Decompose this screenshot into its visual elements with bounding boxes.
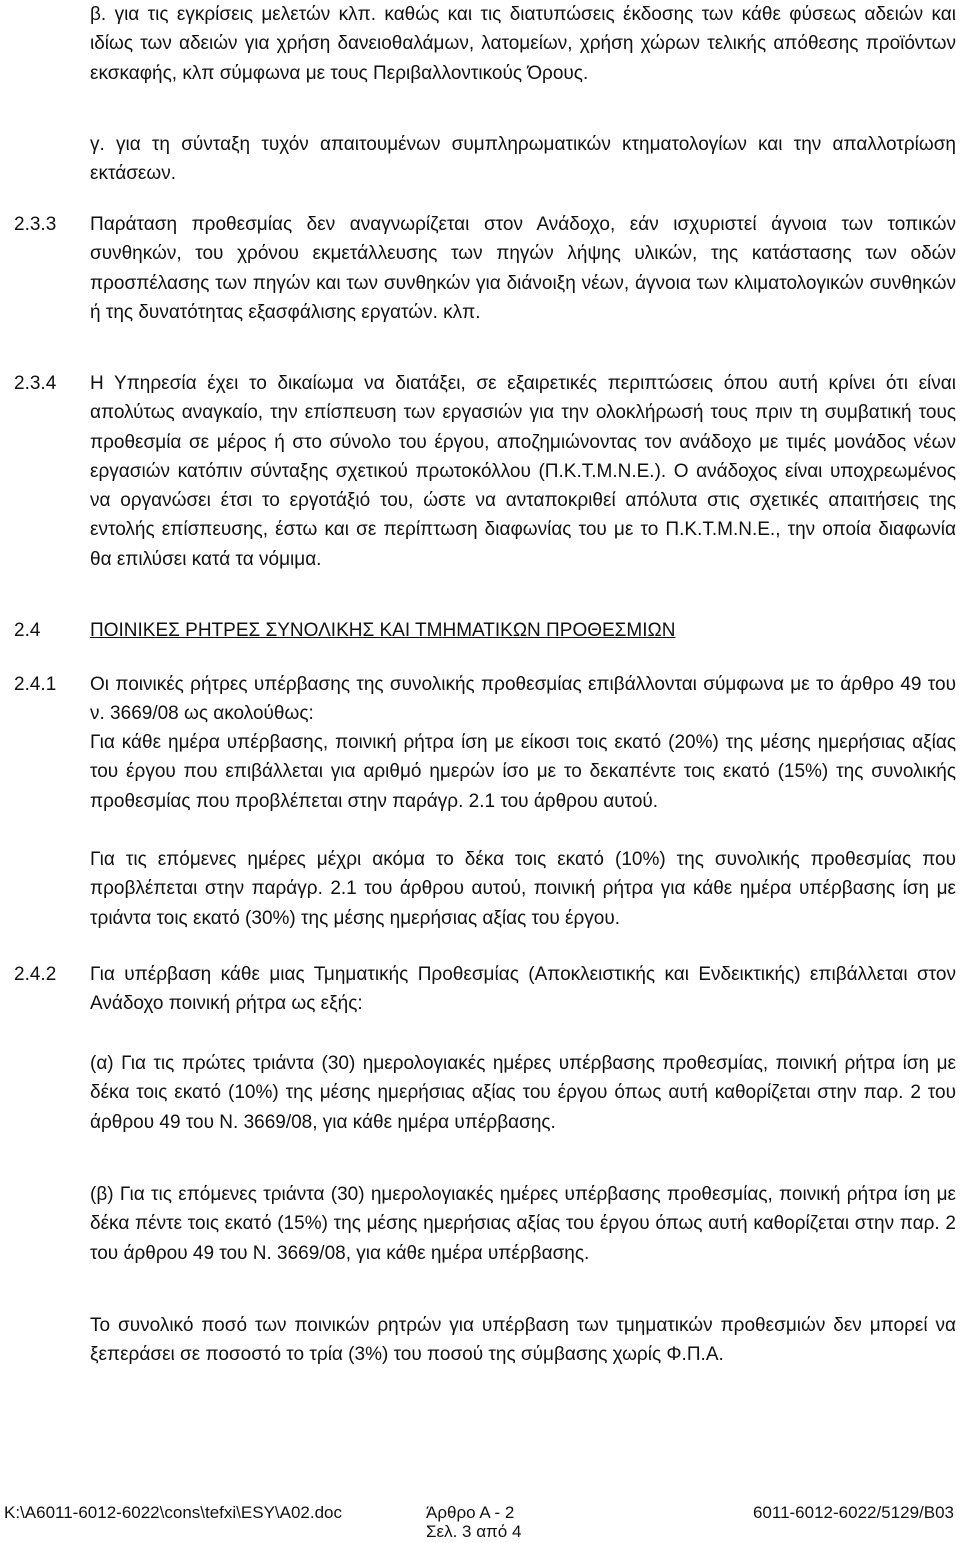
- total-penalty-note: Το συνολικό ποσό των ποινικών ρητρών για υπέρβαση των τμηματικών προθεσμιών δεν μπορεί να ξεπεράσει σε ποσοστό το τρία (3%) του ποσού της σύμβασης χωρίς Φ.Π.Α.: [90, 1315, 956, 1366]
- item-beta-text: β. για τις εγκρίσεις μελετών κλπ. καθώς και τις διατυπώσεις έκδοσης των κάθε φύσεως αδειών και ιδίως των αδειών για χρήση δανειοθαλάμων, λατομείων, χρήση χώρων τελικής απόθεσης προϊόντων εκσκαφής, κλπ σύμφωνα με τους Περιβαλλοντικούς Όρους.: [90, 4, 956, 84]
- footer-article: Άρθρο Α - 2: [426, 1503, 515, 1522]
- item-beta: [90, 0, 956, 88]
- penalty-item-b: (β) Για τις επόμενες τριάντα (30) ημερολογιακές ημέρες υπέρβασης προθεσμίας, ποινική ρήτρα ίση με δέκα πέντε τοις εκατό (15%) της μέσης ημερήσιας αξίας του έργου όπως αυτή καθορίζεται στην παρ. 2 του άρθρου 49 του Ν. 3669/08, για κάθε ημέρα υπέρβασης.: [90, 1184, 956, 1264]
- item-gamma: [90, 130, 956, 189]
- section-2-4-1-para-3: Για τις επόμενες ημέρες μέχρι ακόμα το δέκα τοις εκατό (10%) της συνολικής προθεσμίας που προβλέπεται στην παράγρ. 2.1 του άρθρου αυτού, ποινική ρήτρα για κάθε ημέρα υπέρβασης ίση με τριάντα τοις εκατό (30%) της μέσης ημερήσιας αξίας του έργου.: [90, 849, 956, 929]
- section-number: 2.4.1: [14, 674, 57, 695]
- footer-page-number: Σελ. 3 από 4: [426, 1522, 522, 1541]
- section-number: 2.3.3: [14, 214, 57, 235]
- section-number: 2.4.2: [14, 964, 57, 985]
- item-gamma-text: γ. για τη σύνταξη τυχόν απαιτουμένων συμπληρωματικών κτηματολογίων και την απαλλοτρίωση εκτάσεων.: [90, 134, 956, 185]
- section-heading: ΠΟΙΝΙΚΕΣ ΡΗΤΡΕΣ ΣΥΝΟΛΙΚΗΣ ΚΑΙ ΤΜΗΜΑΤΙΚΩΝ ΠΡΟΘΕΣΜΙΩΝ: [90, 620, 676, 641]
- section-number: 2.3.4: [14, 373, 57, 394]
- section-2-3-4-body: Η Υπηρεσία έχει το δικαίωμα να διατάξει, σε εξαιρετικές περιπτώσεις όπου αυτή κρίνει ότι είναι απολύτως αναγκαίο, την επίσπευση των εργασιών για την ολοκλήρωσή τους πριν τη συμβατική τους προθεσμία σε μέρος ή στο σύνολο του έργου, αποζημιώνοντας τον ανάδοχο με τιμές μονάδος νέων εργασιών κατόπιν σύνταξης σχετικού πρωτοκόλλου (Π.Κ.Τ.Μ.Ν.Ε.). Ο ανάδοχος είναι υποχρεωμένος να οργανώσει έτσι το εργοτάξιό του, ώστε να ανταποκριθεί απόλυτα στις σχετικές απαιτήσεις της εντολής επίσπευσης, έστω και σε περίπτωση διαφωνίας του με το Π.Κ.Τ.Μ.Ν.Ε., την οποία διαφωνία θα επιλύσει κατά τα νόμιμα.: [90, 373, 956, 570]
- footer-file-path: K:\A6011-6012-6022\cons\tefxi\ESY\A02.doc: [4, 1503, 343, 1522]
- section-2-4-1-para-1: Οι ποινικές ρήτρες υπέρβασης της συνολικής προθεσμίας επιβάλλονται σύμφωνα με το άρθρο 49 του ν. 3669/08 ως ακολούθως:: [90, 674, 956, 725]
- footer-reference: 6011-6012-6022/5129/Β03: [752, 1503, 954, 1522]
- penalty-item-a: (α) Για τις πρώτες τριάντα (30) ημερολογιακές ημέρες υπέρβασης προθεσμίας, ποινική ρήτρα ίση με δέκα τοις εκατό (10%) της μέσης ημερήσιας αξίας του έργου όπως αυτή καθορίζεται στην παρ. 2 του άρθρου 49 του Ν. 3669/08, για κάθε ημέρα υπέρβασης.: [90, 1053, 956, 1133]
- section-2-4-1-para-2: Για κάθε ημέρα υπέρβασης, ποινική ρήτρα ίση με είκοσι τοις εκατό (20%) της μέσης ημερήσιας αξίας του έργου που επιβάλλεται για αριθμό ημερών ίσο με το δεκαπέντε τοις εκατό (15%) της συνολικής προθεσμίας που προβλέπεται στην παράγρ. 2.1 του άρθρου αυτού.: [90, 732, 956, 812]
- page-footer: [0, 1502, 960, 1524]
- section-number: 2.4: [14, 620, 41, 641]
- section-2-4-2-intro: Για υπέρβαση κάθε μιας Τμηματικής Προθεσμίας (Αποκλειστικής και Ενδεικτικής) επιβάλλεται στον Ανάδοχο ποινική ρήτρα ως εξής:: [90, 964, 956, 1015]
- section-2-3-3-body: Παράταση προθεσμίας δεν αναγνωρίζεται στον Ανάδοχο, εάν ισχυριστεί άγνοια των τοπικών συνθηκών, του χρόνου εκμετάλλευσης των πηγών λήψης υλικών, της κατάστασης των οδών προσπέλασης των πηγών και των συνθηκών για διάνοιξη νέων, άγνοια των κλιματολογικών συνθηκών ή της δυνατότητας εξασφάλισης εργατών. κλπ.: [90, 214, 956, 323]
